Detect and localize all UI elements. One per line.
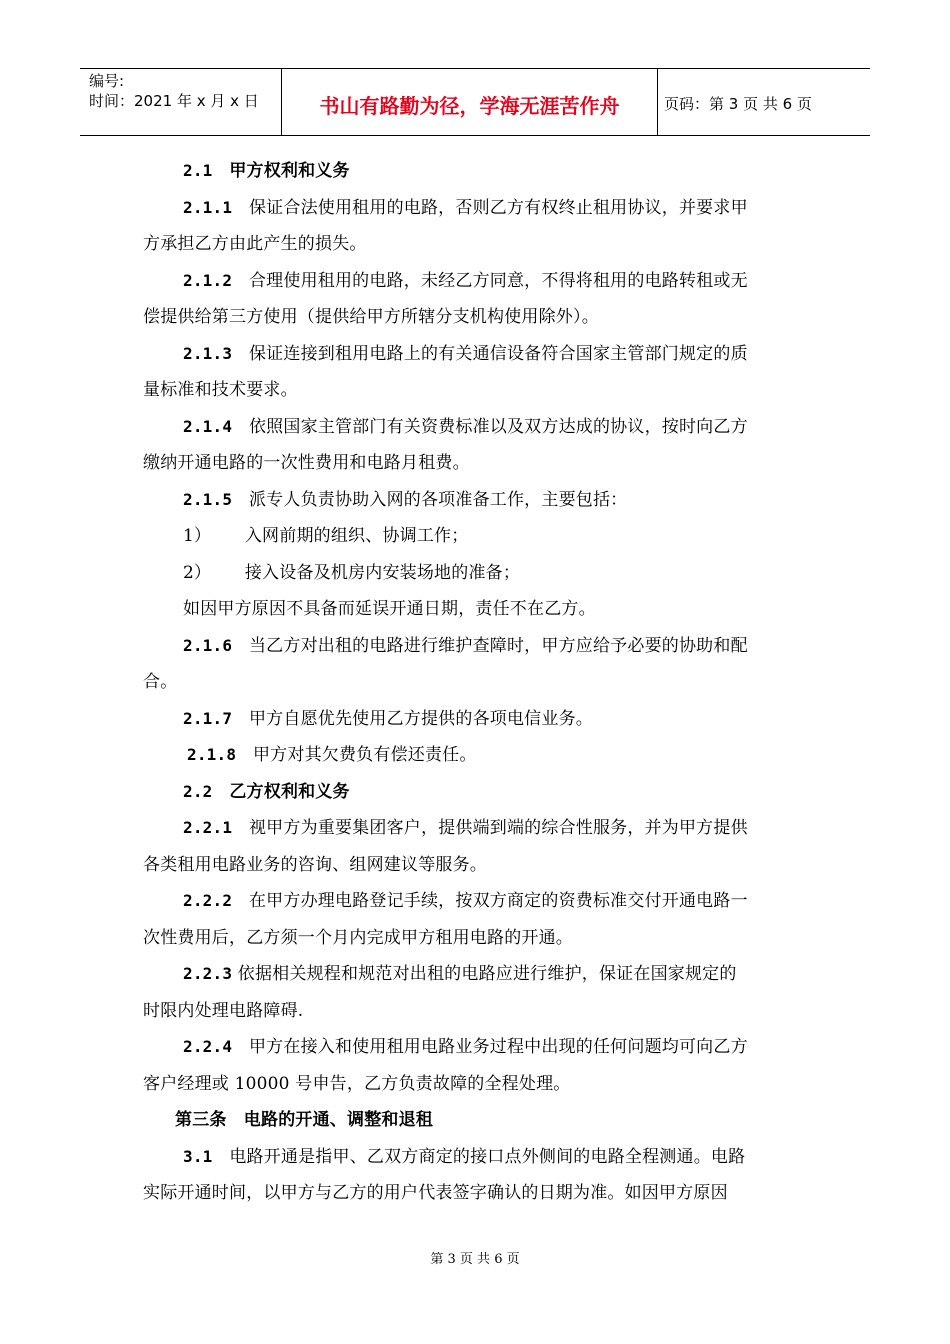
clause-line: 2.2.1 视甲方为重要集团客户，提供端到端的综合性服务，并为甲方提供 <box>183 818 748 838</box>
article-heading: 第三条 电路的开通、调整和退租 <box>175 1110 433 1130</box>
header-motto: 书山有路勤为径，学海无涯苦作舟 <box>282 69 658 135</box>
clause-continuation: 偿提供给第三方使用（提供给甲方所辖分支机构使用除外）。 <box>143 307 599 327</box>
clause-line: 2.2.4 甲方在接入和使用租用电路业务过程中出现的任何问题均可向乙方 <box>183 1037 748 1057</box>
clause-line: 2.1.5 派专人负责协助入网的各项准备工作，主要包括： <box>183 489 628 510</box>
clause-line: 2.1.3 保证连接到租用电路上的有关通信设备符合国家主管部门规定的质 <box>183 343 748 364</box>
clause-continuation: 量标准和技术要求。 <box>143 380 298 400</box>
clause-continuation: 次性费用后，乙方须一个月内完成甲方租用电路的开通。 <box>143 927 573 948</box>
clause-line: 2.2.2 在甲方办理电路登记手续，按双方商定的资费标准交付开通电路一 <box>183 891 748 911</box>
clause-line: 2.1.6 当乙方对出租的电路进行维护查障时，甲方应给予必要的协助和配 <box>183 635 748 656</box>
clause-line: 3.1 电路开通是指甲、乙双方商定的接口点外侧间的电路全程测通。电路 <box>183 1146 746 1167</box>
clause-continuation: 时限内处理电路障碍. <box>143 1000 304 1021</box>
clause-continuation: 实际开通时间，以甲方与乙方的用户代表签字确认的日期为准。如因甲方原因 <box>143 1183 728 1203</box>
clause-continuation: 各类租用电路业务的咨询、组网建议等服务。 <box>143 854 487 875</box>
clause-continuation: 客户经理或 10000 号申告，乙方负责故障的全程处理。 <box>143 1073 571 1094</box>
clause-continuation: 方承担乙方由此产生的损失。 <box>143 234 367 254</box>
clause-line: 2.1.2 合理使用租用的电路，未经乙方同意，不得将租用的电路转租或无 <box>183 270 748 291</box>
list-item: 1） 入网前期的组织、协调工作； <box>183 526 469 546</box>
clause-line: 2.1.4 依照国家主管部门有关资费标准以及双方达成的协议，按时向乙方 <box>183 416 748 437</box>
clause-note: 如因甲方原因不具备而延误开通日期，责任不在乙方。 <box>183 599 596 619</box>
document-body <box>143 153 809 1212</box>
clause-line: 2.1.1 保证合法使用租用的电路，否则乙方有权终止租用协议，并要求甲 <box>183 197 748 218</box>
page-footer: 第 3 页 共 6 页 <box>430 1252 520 1267</box>
clause-continuation: 合。 <box>143 672 178 692</box>
clause-continuation: 缴纳开通电路的一次性费用和电路月租费。 <box>143 453 470 473</box>
header-left-cell <box>80 69 282 135</box>
clause-line: 2.1.8 甲方对其欠费负有偿还责任。 <box>187 745 477 765</box>
section-heading: 2.1 甲方权利和义务 <box>183 161 350 181</box>
header-page-code: 页码：第 3 页 共 6 页 <box>664 94 812 113</box>
document-number-label: 编号: <box>89 72 125 90</box>
clause-line: 2.1.7 甲方自愿优先使用乙方提供的各项电信业务。 <box>183 708 593 729</box>
clause-line: 2.2.3 依据相关规程和规范对出租的电路应进行维护，保证在国家规定的 <box>183 964 737 984</box>
header-table <box>80 68 870 136</box>
document-time: 时间：2021 年 x 月 x 日 <box>89 92 259 110</box>
list-item: 2） 接入设备及机房内安装场地的准备； <box>183 562 521 583</box>
section-heading: 2.2 乙方权利和义务 <box>183 781 350 802</box>
